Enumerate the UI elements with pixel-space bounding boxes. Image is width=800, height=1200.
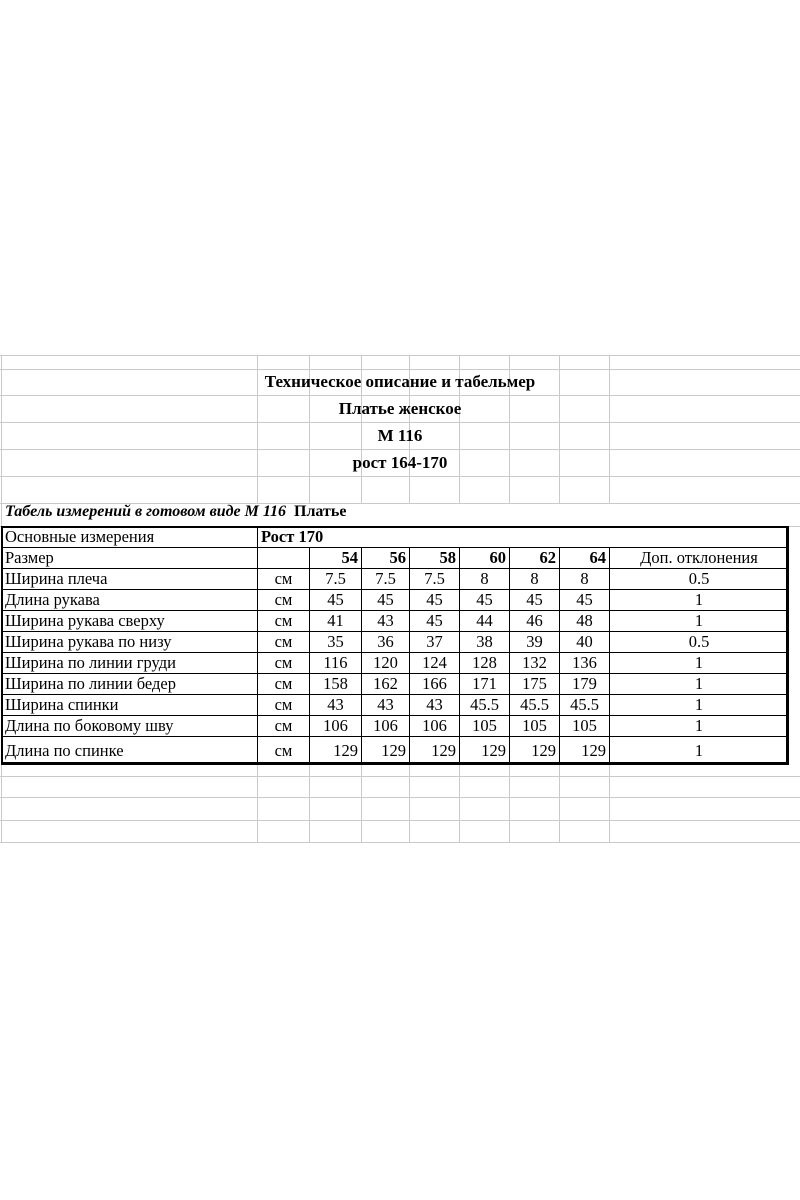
unit-cell: см bbox=[258, 611, 310, 632]
basic-measurements-label: Основные измерения bbox=[2, 527, 258, 548]
value-cell: 105 bbox=[510, 716, 560, 737]
gridline bbox=[0, 369, 800, 370]
table-caption bbox=[5, 503, 346, 521]
value-cell: 36 bbox=[362, 632, 410, 653]
value-cell: 35 bbox=[310, 632, 362, 653]
value-cell: 45.5 bbox=[560, 695, 610, 716]
value-cell: 132 bbox=[510, 653, 560, 674]
measurement-name: Ширина плеча bbox=[2, 569, 258, 590]
gridline bbox=[609, 764, 610, 843]
caption-italic: Табель измерений в готовом виде М 116 bbox=[5, 503, 286, 520]
tolerance-cell: 1 bbox=[610, 716, 789, 737]
value-cell: 8 bbox=[460, 569, 510, 590]
gridline bbox=[559, 764, 560, 843]
value-cell: 124 bbox=[410, 653, 460, 674]
gridline bbox=[0, 842, 800, 843]
unit-cell: см bbox=[258, 737, 310, 765]
value-cell: 179 bbox=[560, 674, 610, 695]
value-cell: 129 bbox=[310, 737, 362, 765]
gridline bbox=[0, 526, 800, 527]
tolerance-cell: 1 bbox=[610, 611, 789, 632]
value-cell: 158 bbox=[310, 674, 362, 695]
value-cell: 7.5 bbox=[362, 569, 410, 590]
caption-plain: Платье bbox=[294, 503, 347, 520]
value-cell: 8 bbox=[560, 569, 610, 590]
measurement-name: Длина по боковому шву bbox=[2, 716, 258, 737]
value-cell: 129 bbox=[362, 737, 410, 765]
product-name: Платье женское bbox=[338, 399, 462, 418]
measurement-name: Ширина по линии бедер bbox=[2, 674, 258, 695]
value-cell: 44 bbox=[460, 611, 510, 632]
value-cell: 8 bbox=[510, 569, 560, 590]
value-cell: 45 bbox=[310, 590, 362, 611]
tolerance-cell: 1 bbox=[610, 653, 789, 674]
value-cell: 129 bbox=[460, 737, 510, 765]
gridline bbox=[0, 797, 800, 798]
unit-cell: см bbox=[258, 653, 310, 674]
value-cell: 45 bbox=[410, 590, 460, 611]
gridline bbox=[257, 764, 258, 843]
value-cell: 106 bbox=[362, 716, 410, 737]
gridline bbox=[0, 449, 800, 450]
value-cell: 45 bbox=[362, 590, 410, 611]
value-cell: 175 bbox=[510, 674, 560, 695]
size-58: 58 bbox=[410, 548, 460, 569]
value-cell: 37 bbox=[410, 632, 460, 653]
value-cell: 45.5 bbox=[460, 695, 510, 716]
measurement-name: Длина по спинке bbox=[2, 737, 258, 765]
value-cell: 116 bbox=[310, 653, 362, 674]
value-cell: 45 bbox=[410, 611, 460, 632]
size-62: 62 bbox=[510, 548, 560, 569]
value-cell: 41 bbox=[310, 611, 362, 632]
unit-cell: см bbox=[258, 695, 310, 716]
value-cell: 166 bbox=[410, 674, 460, 695]
measurement-name: Ширина спинки bbox=[2, 695, 258, 716]
measurement-name: Ширина рукава сверху bbox=[2, 611, 258, 632]
value-cell: 136 bbox=[560, 653, 610, 674]
value-cell: 106 bbox=[410, 716, 460, 737]
value-cell: 128 bbox=[460, 653, 510, 674]
value-cell: 129 bbox=[410, 737, 460, 765]
unit-cell: см bbox=[258, 632, 310, 653]
value-cell: 171 bbox=[460, 674, 510, 695]
gridline bbox=[0, 422, 800, 423]
tolerance-cell: 0.5 bbox=[610, 569, 789, 590]
measurement-name: Ширина по линии груди bbox=[2, 653, 258, 674]
measurement-name: Ширина рукава по низу bbox=[2, 632, 258, 653]
value-cell: 46 bbox=[510, 611, 560, 632]
value-cell: 43 bbox=[410, 695, 460, 716]
value-cell: 45 bbox=[560, 590, 610, 611]
unit-cell: см bbox=[258, 569, 310, 590]
value-cell: 43 bbox=[362, 611, 410, 632]
gridline bbox=[309, 764, 310, 843]
gridline bbox=[0, 395, 800, 396]
value-cell: 105 bbox=[560, 716, 610, 737]
unit-cell: см bbox=[258, 590, 310, 611]
gridline bbox=[0, 776, 800, 777]
value-cell: 7.5 bbox=[310, 569, 362, 590]
value-cell: 43 bbox=[362, 695, 410, 716]
tolerance-cell: 0.5 bbox=[610, 632, 789, 653]
value-cell: 120 bbox=[362, 653, 410, 674]
value-cell: 129 bbox=[560, 737, 610, 765]
value-cell: 48 bbox=[560, 611, 610, 632]
value-cell: 129 bbox=[510, 737, 560, 765]
spreadsheet-area bbox=[0, 355, 800, 843]
size-label: Размер bbox=[2, 548, 258, 569]
value-cell: 45 bbox=[510, 590, 560, 611]
value-cell: 43 bbox=[310, 695, 362, 716]
height-range: рост 164-170 bbox=[352, 453, 448, 472]
value-cell: 45 bbox=[460, 590, 510, 611]
size-56: 56 bbox=[362, 548, 410, 569]
value-cell: 45.5 bbox=[510, 695, 560, 716]
size-54: 54 bbox=[310, 548, 362, 569]
value-cell: 105 bbox=[460, 716, 510, 737]
gridline bbox=[459, 764, 460, 843]
model-number: М 116 bbox=[377, 426, 423, 445]
value-cell: 7.5 bbox=[410, 569, 460, 590]
doc-title: Техническое описание и табельмер bbox=[264, 372, 536, 391]
gridline bbox=[0, 820, 800, 821]
size-64: 64 bbox=[560, 548, 610, 569]
tolerance-cell: 1 bbox=[610, 695, 789, 716]
value-cell: 38 bbox=[460, 632, 510, 653]
value-cell: 106 bbox=[310, 716, 362, 737]
size-60: 60 bbox=[460, 548, 510, 569]
rost-label: Рост 170 bbox=[258, 527, 789, 548]
gridline bbox=[0, 476, 800, 477]
unit-cell: см bbox=[258, 716, 310, 737]
tolerance-cell: 1 bbox=[610, 590, 789, 611]
measurement-name: Длина рукава bbox=[2, 590, 258, 611]
gridline bbox=[0, 355, 800, 356]
unit-cell: см bbox=[258, 674, 310, 695]
gridline bbox=[409, 764, 410, 843]
tolerance-cell: 1 bbox=[610, 737, 789, 765]
gridline bbox=[361, 764, 362, 843]
tolerance-cell: 1 bbox=[610, 674, 789, 695]
gridline bbox=[509, 764, 510, 843]
value-cell: 39 bbox=[510, 632, 560, 653]
value-cell: 40 bbox=[560, 632, 610, 653]
tolerance-label: Доп. отклонения bbox=[610, 548, 789, 569]
value-cell: 162 bbox=[362, 674, 410, 695]
